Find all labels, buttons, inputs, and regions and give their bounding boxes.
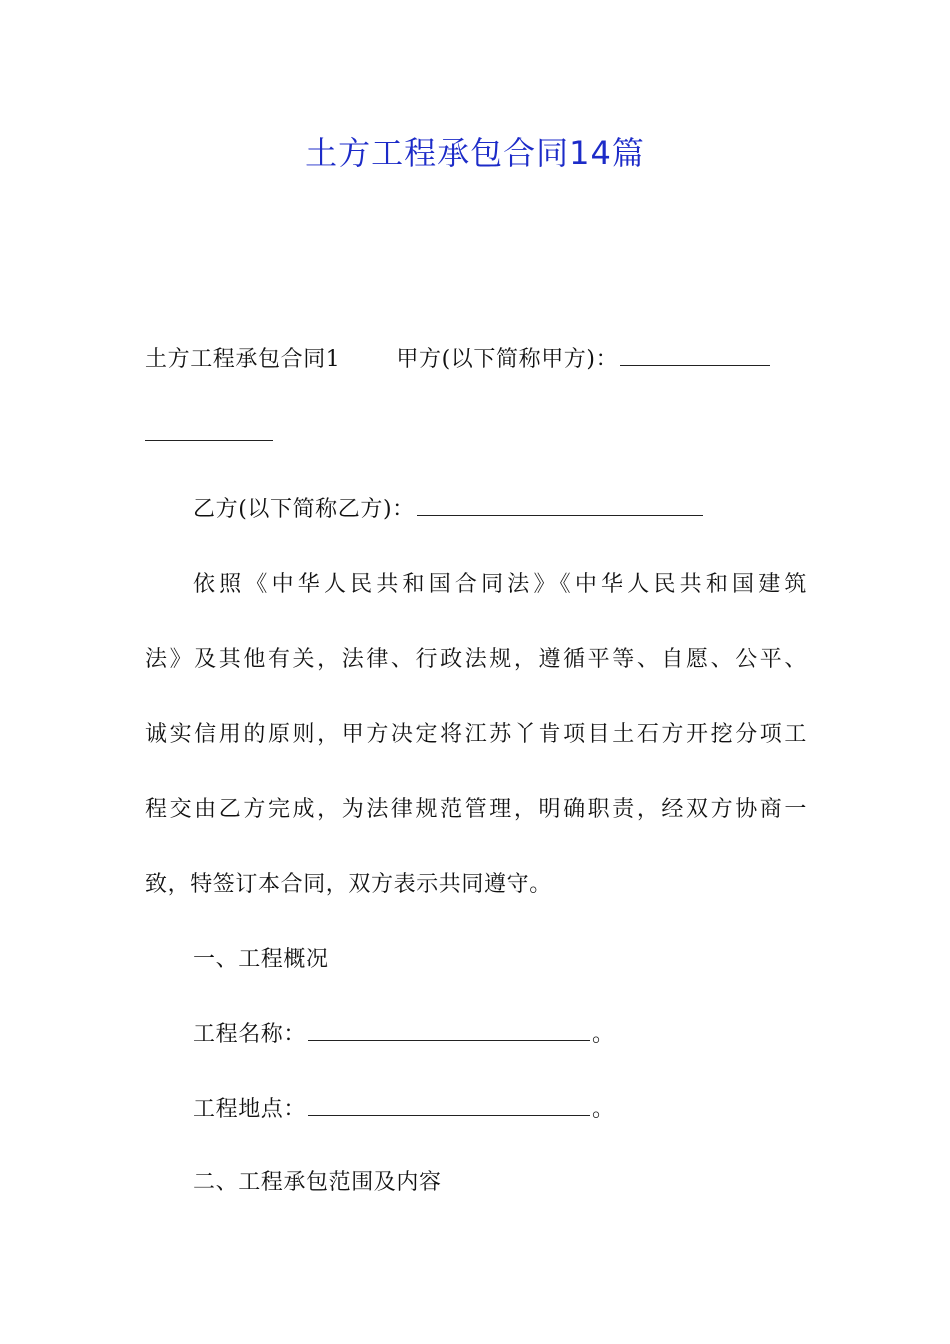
project-site-blank <box>308 1095 590 1116</box>
section1-heading: 一、工程概况 <box>193 947 329 972</box>
project-name-line <box>193 1020 855 1050</box>
party-b-line <box>193 495 855 525</box>
document-title: 土方工程承包合同14篇 <box>305 134 645 172</box>
section2-heading: 二、工程承包范围及内容 <box>193 1170 442 1195</box>
preamble-line-2: 法》及其他有关，法律、行政法规，遵循平等、自愿、公平、 <box>145 647 807 672</box>
project-name-period: 。 <box>592 1022 615 1047</box>
project-site-line <box>193 1095 855 1125</box>
project-name-blank <box>308 1020 590 1041</box>
preamble-line-5: 致，特签订本合同，双方表示共同遵守。 <box>145 872 552 897</box>
project-name-label: 工程名称： <box>193 1022 307 1047</box>
party-b-blank <box>417 495 703 516</box>
preamble-line-1: 依照《中华人民共和国合同法》《中华人民共和国建筑 <box>193 572 807 597</box>
preamble-line-3: 诚实信用的原则，甲方决定将江苏丫肯项目土石方开挖分项工 <box>145 722 807 747</box>
preamble-line-4: 程交由乙方完成，为法律规范管理，明确职责，经双方协商一 <box>145 797 807 822</box>
party-a-blank <box>620 345 770 366</box>
project-site-label: 工程地点： <box>193 1097 307 1122</box>
contract-subtitle: 土方工程承包合同1 <box>145 347 341 372</box>
party-a-blank-continued <box>145 420 273 441</box>
party-a-blank-continued-line <box>145 420 807 450</box>
project-site-period: 。 <box>592 1097 615 1122</box>
party-a-label: 甲方(以下简称甲方)： <box>396 347 619 372</box>
contract-header-line <box>145 345 807 375</box>
party-b-label: 乙方(以下简称乙方)： <box>193 497 415 522</box>
